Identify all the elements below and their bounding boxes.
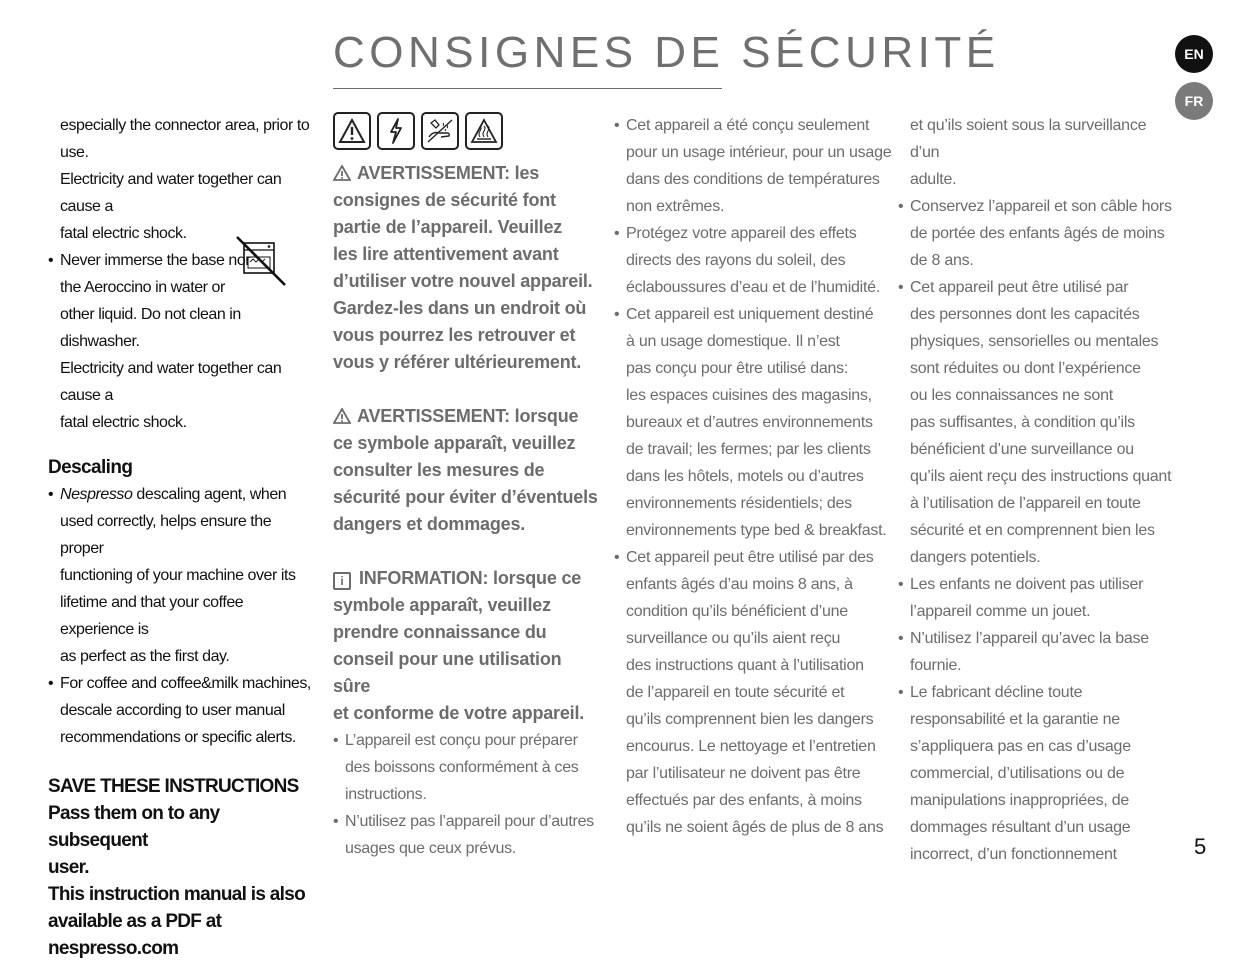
safety-icons bbox=[333, 112, 601, 154]
electric-hazard-icon bbox=[377, 112, 415, 150]
bullet-descale-machines: • For coffee and coffee&milk machines, descale according to user manual recommendations or specific alerts. bbox=[48, 670, 318, 751]
bullet-enfants-8-ans: • Cet appareil peut être utilisé par des enfants âgés d’au moins 8 ans, à condition qu’ils bénéficient d’une surveillance ou qu’ils aient reçu des instructions quant à l’utilisation de l’appareil en toute sécurité et qu’ils comprennent bien les dangers encourus. Le nettoyage et l’entretien par l’utilisateur ne doivent pas être effectués par des enfants, à moins qu’ils ne soient âgés de plus de 8 ans bbox=[614, 544, 892, 841]
lang-badge-fr[interactable]: FR bbox=[1175, 82, 1213, 120]
bullet-autres-usages: • N’utilisez pas l’appareil pour d’autres usages que ceux prévus. bbox=[333, 808, 601, 862]
warning-block-2: AVERTISSEMENT: lorsque ce symbole apparaît, veuillez consulter les mesures de sécurité pour éviter d’éventuels dangers et dommages. bbox=[333, 406, 598, 534]
info-icon: i bbox=[333, 572, 351, 590]
warning-triangle-icon bbox=[333, 165, 351, 181]
column-french-2 bbox=[614, 112, 892, 841]
bullet-usage-interieur: • Cet appareil a été conçu seulement pour un usage intérieur, pour un usage dans des conditions de températures non extrêmes. bbox=[614, 112, 892, 220]
information-block: i INFORMATION: lorsque ce symbole apparaît, veuillez prendre connaissance du conseil pour une utilisation sûre et conforme de votre appareil. bbox=[333, 568, 585, 723]
water-hand-icon bbox=[421, 112, 459, 150]
save-instructions: SAVE THESE INSTRUCTIONS Pass them on to any subsequent user. This instruction manual is also available as a PDF at nespresso.com bbox=[48, 776, 306, 959]
descaling-heading: Descaling bbox=[48, 457, 133, 478]
bullet-jouet: • Les enfants ne doivent pas utiliser l’appareil comme un jouet. bbox=[898, 571, 1178, 625]
bullet-protegez: • Protégez votre appareil des effets directs des rayons du soleil, des éclaboussures d’eau et de l’humidité. bbox=[614, 220, 892, 301]
title-underline bbox=[333, 88, 722, 89]
bullet-never-immerse: • Never immerse the base nor the Aeroccino in water or other liquid. Do not clean in dishwasher. Electricity and water together can cause a fatal electric shock. bbox=[48, 247, 318, 436]
bullet-fabricant: • Le fabricant décline toute responsabilité et la garantie ne s’appliquera pas en cas d’usage commercial, d’utilisations ou de manipulations inappropriées, de dommages résultant d’un usage incorrect, d’un fonctionnement bbox=[898, 679, 1178, 868]
bullet-usage-domestique: • Cet appareil est uniquement destiné à un usage domestique. Il n’est pas conçu pour être utilisé dans: les espaces cuisines des magasins, bureaux et d’autres environnements de travail; les fermes; par les clients dans les hôtels, motels ou d’autres environnements résidentiels; des environnements type bed & breakfast. bbox=[614, 301, 892, 544]
warning-block-1: AVERTISSEMENT: les consignes de sécurité font partie de l’appareil. Veuillez les lire attentivement avant d’utiliser votre nouvel appareil. Gardez-les dans un endroit où vous pourrez les retrouver et vous y référer ultérieurement. bbox=[333, 163, 593, 372]
column-french-1 bbox=[333, 112, 601, 862]
warning-triangle-icon bbox=[333, 112, 371, 150]
page-number: 5 bbox=[1194, 834, 1207, 859]
continued-text: especially the connector area, prior to use. Electricity and water together can cause a fatal electric shock. bbox=[60, 117, 310, 242]
page-title: CONSIGNES DE SÉCURITÉ bbox=[333, 28, 1000, 77]
bullet-capacites-reduites: • Cet appareil peut être utilisé par des personnes dont les capacités physiques, sensorielles ou mentales sont réduites ou dont l’expérience ou les connaissances ne sont pas suffisantes, à condition qu’ils bénéficient d’une surveillance ou qu’ils aient reçu des instructions quant à l’utilisation de l’appareil en toute sécurité et en comprennent bien les dangers potentiels. bbox=[898, 274, 1178, 571]
hot-surface-icon bbox=[465, 112, 503, 150]
column-french-3 bbox=[898, 112, 1178, 868]
continued-text: et qu’ils soient sous la surveillance d’un adulte. bbox=[910, 117, 1147, 188]
lang-badge-en[interactable]: EN bbox=[1175, 35, 1213, 73]
bullet-base-fournie: • N’utilisez l’appareil qu’avec la base fournie. bbox=[898, 625, 1178, 679]
column-english bbox=[48, 112, 318, 962]
bullet-descaling-agent: • Nespresso descaling agent, when used correctly, helps ensure the proper functioning of your machine over its lifetime and that your coffee experience is as perfect as the first day. bbox=[48, 481, 318, 670]
no-dishwasher-icon bbox=[235, 235, 287, 287]
bullet-cable-hors-portee: • Conservez l’appareil et son câble hors de portée des enfants âgés de moins de 8 ans. bbox=[898, 193, 1178, 274]
warning-triangle-icon bbox=[333, 408, 351, 424]
bullet-boissons: • L’appareil est conçu pour préparer des boissons conformément à ces instructions. bbox=[333, 727, 601, 808]
